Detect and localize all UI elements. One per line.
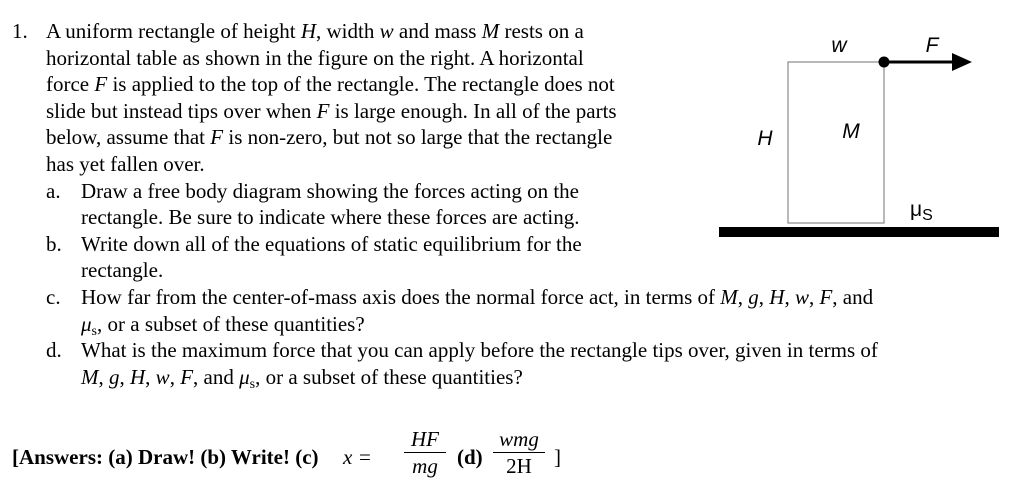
statement-line bbox=[46, 151, 205, 177]
text-run: , bbox=[169, 364, 181, 389]
text-run: A uniform rectangle of height bbox=[46, 19, 301, 43]
text-run: , bbox=[758, 285, 770, 309]
part-line bbox=[81, 231, 582, 257]
text-run: , bbox=[98, 364, 109, 389]
math-symbol: F bbox=[94, 72, 108, 97]
friction-label bbox=[910, 198, 933, 224]
problem-number: 1. bbox=[12, 19, 28, 43]
force-arrow-head bbox=[952, 53, 972, 71]
text-run: What is the maximum force that you can apply before the rectangle tips over, given in terms of bbox=[81, 338, 878, 363]
friction-symbol: μ bbox=[910, 198, 923, 221]
rectangle-block bbox=[788, 62, 884, 223]
fraction-bar bbox=[493, 452, 545, 453]
statement-line bbox=[46, 124, 612, 150]
part-line bbox=[81, 178, 579, 204]
table-surface bbox=[719, 227, 999, 237]
text-run: is non-zero, but not so large that the rectangle bbox=[223, 125, 613, 150]
answer-c-numerator: HF bbox=[411, 427, 439, 451]
text-run: is large enough. In all of the parts bbox=[329, 98, 617, 123]
statement-line bbox=[46, 71, 615, 97]
math-symbol: H bbox=[130, 364, 146, 389]
answer-d-label: (d) bbox=[457, 445, 483, 469]
text-run: Write down all of the equations of static equilibrium for the bbox=[81, 231, 582, 256]
part-label: b. bbox=[46, 231, 62, 256]
math-symbol: w bbox=[794, 285, 809, 309]
statement-line bbox=[46, 18, 584, 44]
math-symbol: w bbox=[379, 19, 394, 43]
answer-d-fraction bbox=[493, 427, 545, 478]
text-run: , or a subset of these quantities? bbox=[255, 364, 523, 389]
math-symbol: F bbox=[180, 364, 194, 389]
answer-d-denominator: 2H bbox=[506, 454, 532, 478]
text-run: , bbox=[119, 364, 130, 389]
answer-d-numerator: wmg bbox=[499, 427, 539, 451]
math-symbol: μ bbox=[81, 311, 92, 336]
subscript: s bbox=[249, 376, 256, 392]
part-label: c. bbox=[46, 285, 61, 309]
math-symbol: M bbox=[481, 19, 500, 43]
text-run: force bbox=[46, 72, 95, 97]
math-symbol: F bbox=[316, 98, 330, 123]
text-run: has yet fallen over. bbox=[46, 152, 205, 176]
statement-line bbox=[46, 45, 584, 71]
fraction-bar bbox=[404, 452, 446, 453]
text-run: Draw a free body diagram showing the forces acting on the bbox=[81, 178, 579, 203]
text-run: , and bbox=[193, 364, 240, 389]
text-run: , bbox=[784, 285, 795, 309]
height-label: H bbox=[757, 127, 773, 150]
text-run: rectangle. bbox=[81, 258, 164, 283]
text-run: horizontal table as shown in the figure on the right. A horizontal bbox=[46, 45, 584, 70]
mass-label: M bbox=[842, 120, 860, 143]
math-symbol: F bbox=[819, 285, 833, 309]
text-run: , bbox=[808, 285, 820, 309]
answers-prefix: [Answers: (a) Draw! (b) Write! (c) bbox=[12, 445, 319, 469]
math-symbol: μ bbox=[239, 364, 250, 389]
text-run: rectangle. Be sure to indicate where these forces are acting. bbox=[81, 205, 580, 230]
force-application-point bbox=[879, 57, 890, 68]
text-run: , and bbox=[832, 285, 874, 309]
text-run: , or a subset of these quantities? bbox=[97, 311, 365, 336]
math-symbol: g bbox=[109, 364, 120, 389]
text-run: How far from the center-of-mass axis does the normal force act, in terms of bbox=[81, 285, 721, 309]
text-run: , width bbox=[316, 19, 380, 43]
force-label: F bbox=[925, 34, 939, 57]
subscript: s bbox=[91, 323, 97, 339]
part-label: a. bbox=[46, 178, 61, 203]
math-symbol: w bbox=[155, 364, 170, 389]
part-line bbox=[81, 284, 873, 310]
answer-c-denominator: mg bbox=[412, 454, 438, 478]
math-symbol: H bbox=[300, 19, 317, 43]
text-run: is applied to the top of the rectangle. The rectangle does not bbox=[107, 72, 615, 97]
math-symbol: g bbox=[748, 285, 759, 309]
part-line bbox=[81, 257, 163, 283]
answers-suffix: ] bbox=[554, 445, 561, 469]
statement-line bbox=[46, 98, 617, 124]
math-symbol: H bbox=[769, 285, 785, 309]
part-label: d. bbox=[46, 338, 62, 363]
friction-subscript: S bbox=[922, 207, 933, 224]
text-run: below, assume that bbox=[46, 125, 211, 150]
answer-c-variable: x bbox=[343, 445, 353, 469]
part-line bbox=[81, 337, 878, 363]
answer-c-fraction bbox=[404, 427, 446, 478]
text-run: slide but instead tips over when bbox=[46, 98, 317, 123]
text-run: rests on a bbox=[499, 19, 584, 43]
math-symbol: F bbox=[210, 125, 224, 150]
rectangle-figure bbox=[700, 20, 1010, 250]
part-line bbox=[81, 364, 523, 398]
math-symbol: M bbox=[81, 364, 99, 389]
part-line bbox=[81, 204, 580, 230]
text-run: , bbox=[737, 285, 749, 309]
text-run: and mass bbox=[393, 19, 482, 43]
answer-c-equals: = bbox=[359, 445, 371, 469]
math-symbol: M bbox=[720, 285, 738, 309]
text-run: , bbox=[145, 364, 156, 389]
width-label: w bbox=[831, 34, 847, 57]
